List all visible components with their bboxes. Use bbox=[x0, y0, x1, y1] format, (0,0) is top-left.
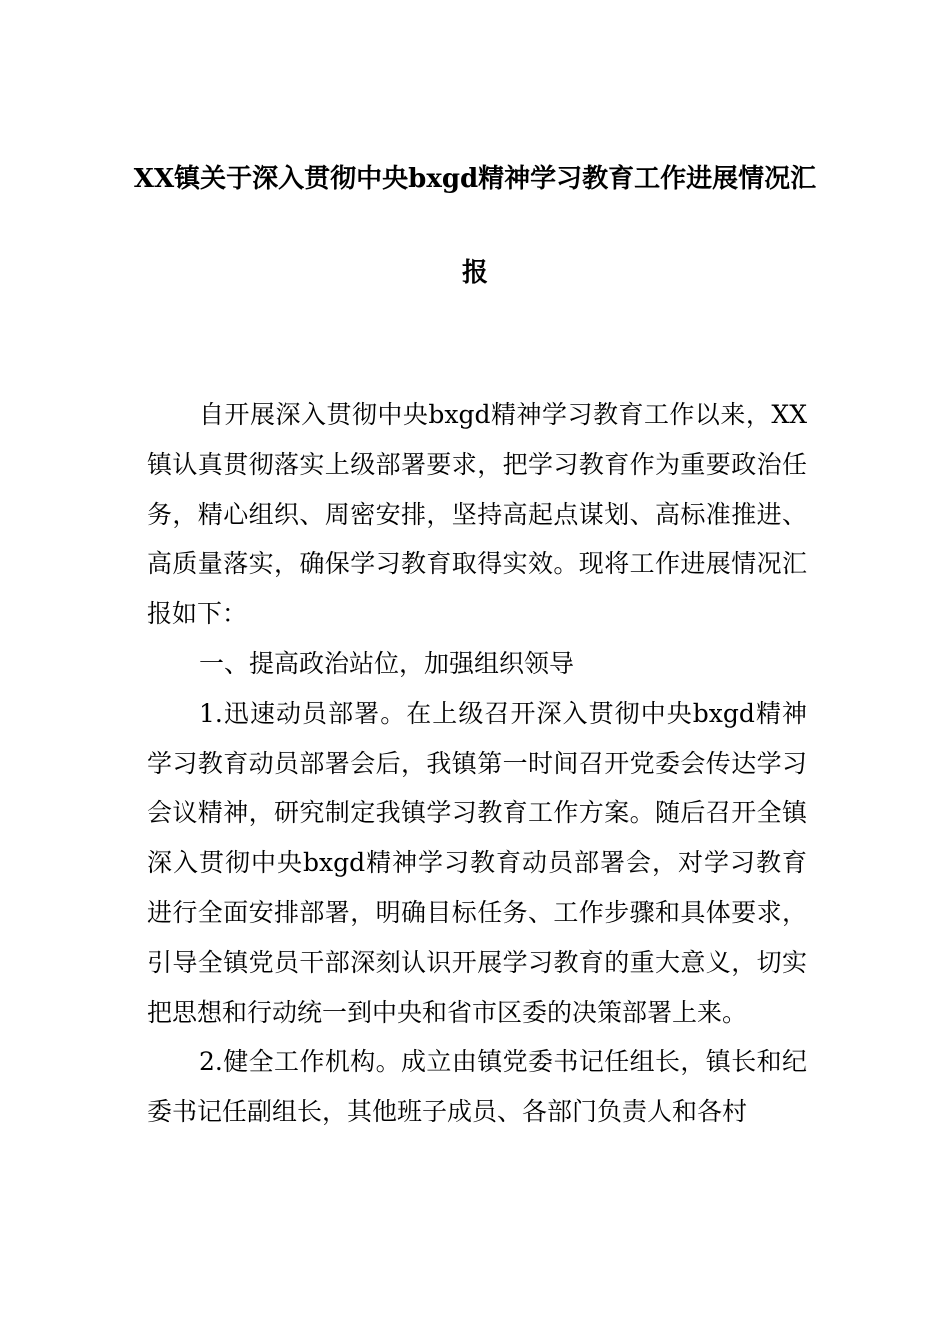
document-title-line-1: XX镇关于深入贯彻中央bxgd精神学习教育工作进展情况汇 bbox=[133, 164, 817, 194]
document-title-line-2: 报 bbox=[461, 258, 488, 288]
section-heading-1: 一、提高政治站位，加强组织领导 bbox=[199, 648, 575, 678]
document-body bbox=[147, 390, 807, 1137]
paragraph-item-1: 1.迅速动员部署。在上级召开深入贯彻中央bxgd精神学习教育动员部署会后，我镇第一时间召开党委会传达学习会议精神，研究制定我镇学习教育工作方案。随后召开全镇深入贯彻中央bxgd精神学习教育动员部署会，对学习教育进行全面安排部署，明确目标任务、工作步骤和具体要求，引导全镇党员干部深刻认识开展学习教育的重大意义，切实把思想和行动统一到中央和省市区委的决策部署上来。 bbox=[147, 698, 807, 1027]
paragraph-intro: 自开展深入贯彻中央bxgd精神学习教育工作以来，XX镇认真贯彻落实上级部署要求，把学习教育作为重要政治任务，精心组织、周密安排，坚持高起点谋划、高标准推进、高质量落实，确保学习教育取得实效。现将工作进展情况汇报如下： bbox=[147, 400, 807, 629]
paragraph-item-2: 2.健全工作机构。成立由镇党委书记任组长，镇长和纪委书记任副组长，其他班子成员、各部门负责人和各村 bbox=[147, 1047, 807, 1127]
